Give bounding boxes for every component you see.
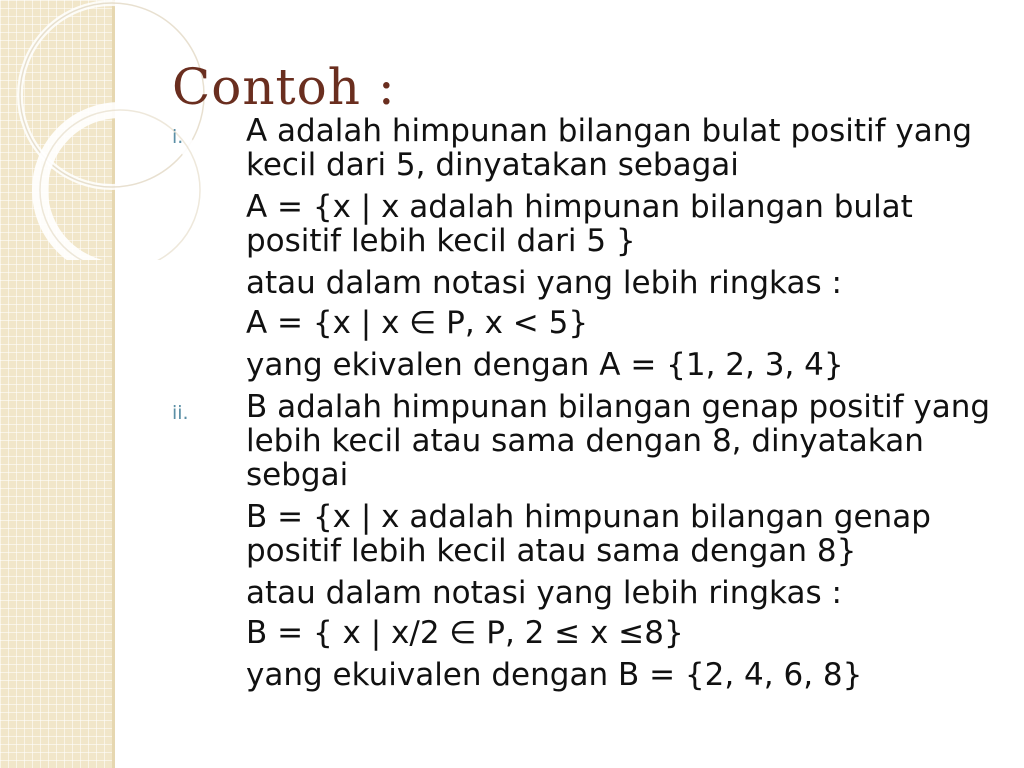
slide-title: Contoh : (172, 58, 396, 116)
set-builder-verbose: A = {x | x adalah himpunan bilangan bulat positif lebih kecil dari 5 } (246, 189, 913, 259)
set-builder-verbose: B = {x | x adalah himpunan bilangan genap positif lebih kecil atau sama dengan 8} (246, 499, 931, 569)
set-roster: yang ekuivalen dengan B = {2, 4, 6, 8} (246, 657, 863, 693)
set-builder-notation: A = {x | x ∈ P, x < 5} (246, 305, 589, 341)
item-statement: B adalah himpunan bilangan genap positif yang lebih kecil atau sama dengan 8, dinyatakan sebgai (246, 389, 991, 493)
notation-intro: atau dalam notasi yang lebih ringkas : (246, 265, 842, 301)
set-builder-notation: B = { x | x/2 ∈ P, 2 ≤ x ≤8} (246, 615, 684, 651)
set-roster: yang ekivalen dengan A = {1, 2, 3, 4} (246, 347, 844, 383)
list-marker: i. (172, 126, 184, 148)
slide-content (152, 114, 1002, 700)
notation-intro: atau dalam notasi yang lebih ringkas : (246, 575, 842, 611)
list-item-ii (152, 390, 1002, 692)
list-marker: ii. (172, 402, 189, 424)
item-statement: A adalah himpunan bilangan bulat positif yang kecil dari 5, dinyatakan sebagai (246, 113, 973, 183)
list-item-i (152, 114, 1002, 382)
